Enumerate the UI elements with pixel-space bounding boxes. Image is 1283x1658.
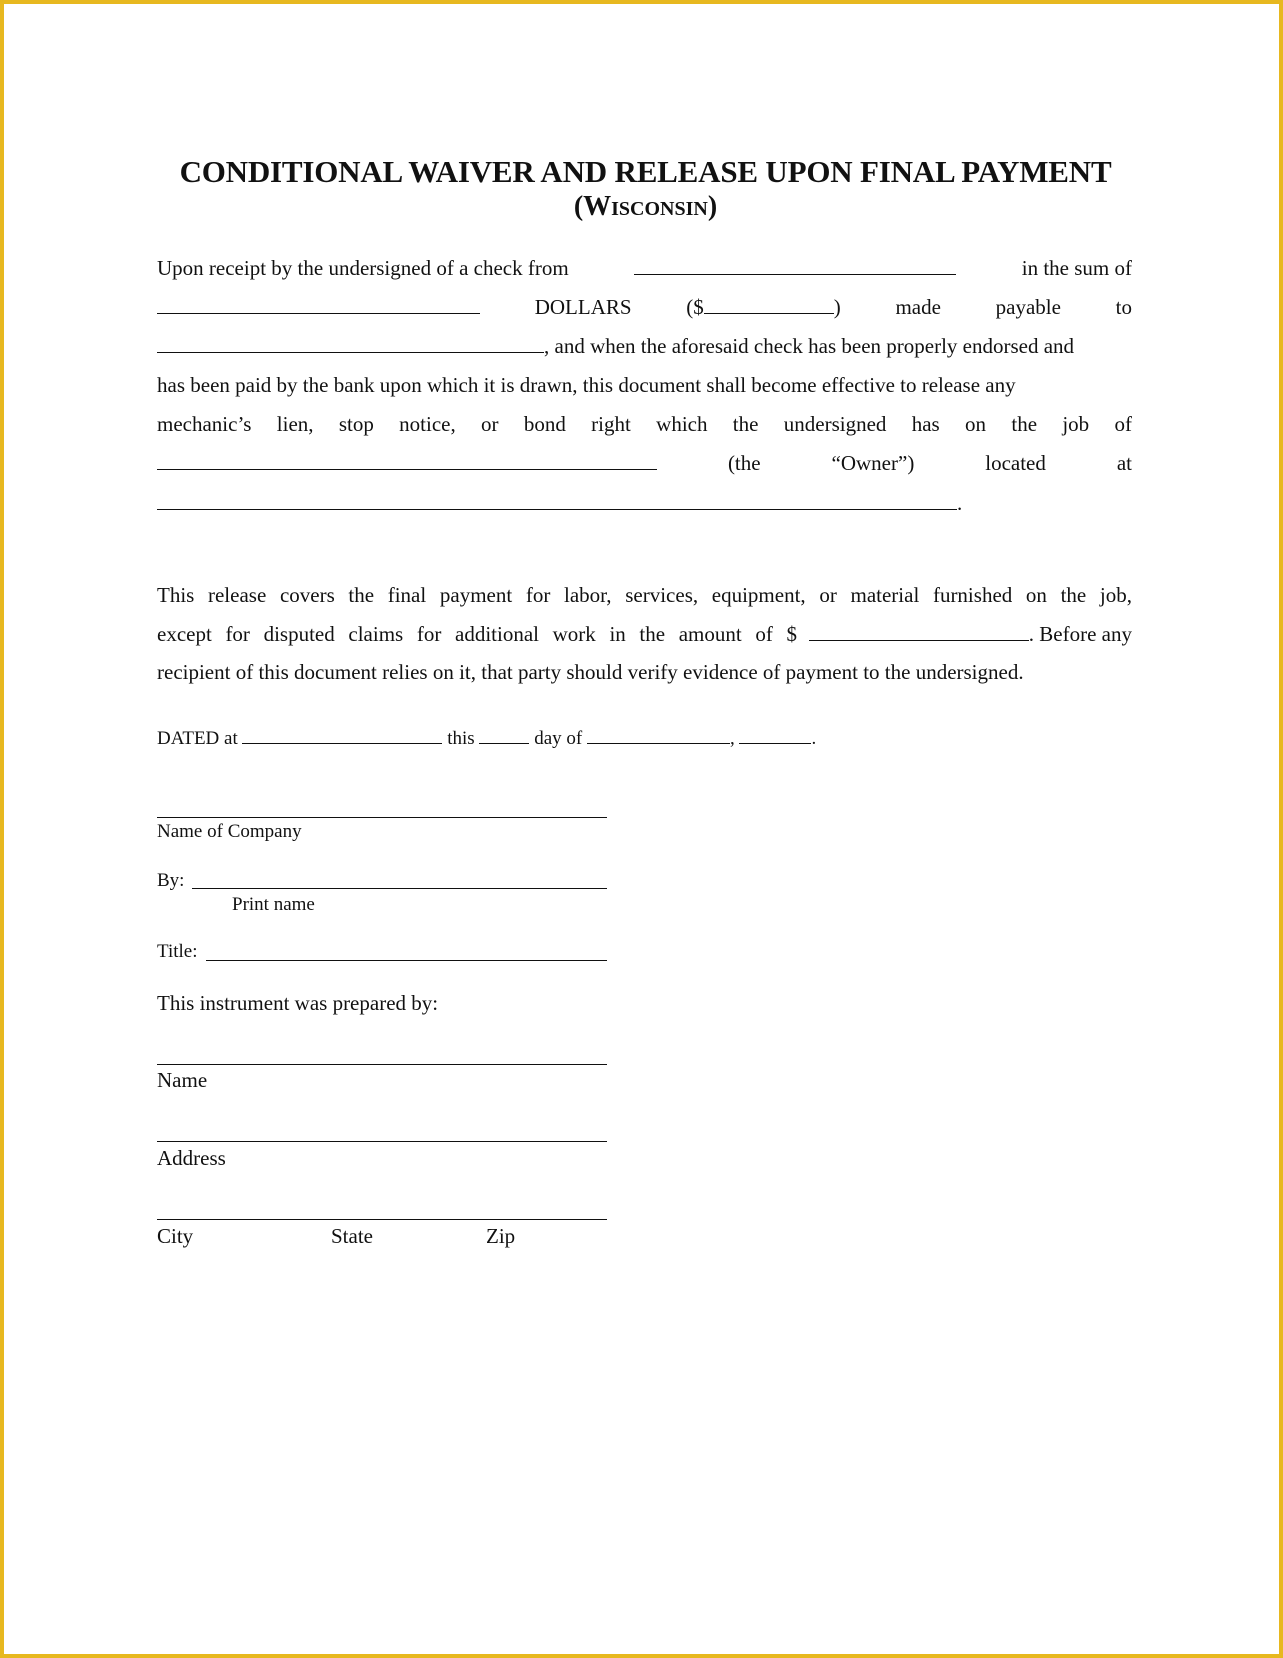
- p1-line5-word: the: [1011, 412, 1038, 436]
- p1-line5-word: undersigned: [783, 412, 887, 436]
- p2-line2-word: $: [786, 622, 797, 646]
- by-label: By:: [157, 870, 185, 891]
- p1-line1-text-a: Upon receipt by the undersigned of a check from: [157, 256, 569, 280]
- p1-line5-word: stop: [338, 412, 374, 436]
- p2-line2-word: for: [225, 622, 250, 646]
- p2-line2-word: except: [157, 622, 212, 646]
- p1-line3-text: , and when the aforesaid check has been properly endorsed and: [544, 334, 1075, 358]
- located-text: located: [985, 451, 1046, 475]
- location-blank[interactable]: [157, 491, 957, 510]
- dated-year-blank[interactable]: [739, 725, 811, 744]
- payee-blank[interactable]: [157, 334, 544, 353]
- p2-line2-word: for: [416, 622, 442, 646]
- paragraph-2-line-3: recipient of this document relies on it, that party should verify evidence of payment to the undersigned.: [157, 660, 1024, 684]
- paragraph-2-line-1: This release covers the final payment for labor, services, equipment, or material furnished on the job,: [157, 583, 1132, 607]
- disputed-amount-blank[interactable]: [809, 622, 1029, 641]
- made-text: made: [895, 295, 941, 319]
- paragraph-1-line-3: [157, 334, 1132, 358]
- check-from-blank[interactable]: [634, 256, 956, 275]
- owner-blank[interactable]: [157, 451, 657, 470]
- sum-amount-blank[interactable]: [704, 295, 834, 314]
- p1-line5-word: right: [591, 412, 631, 436]
- print-name-label: Print name: [232, 894, 315, 915]
- owner-text: “Owner”): [831, 451, 915, 475]
- dated-comma: ,: [729, 728, 735, 749]
- p1-line5-word: bond: [523, 412, 566, 436]
- paragraph-1-line-5: [157, 412, 1132, 436]
- dated-line: [157, 725, 1132, 749]
- p2-line2-word: claims: [348, 622, 404, 646]
- at-text: at: [1116, 451, 1132, 475]
- dollar-open-text: ($: [686, 295, 704, 319]
- p1-line5-word: on: [965, 412, 987, 436]
- title-label: Title:: [157, 941, 198, 962]
- p1-line5-word: has: [911, 412, 940, 436]
- p1-line5-word: lien,: [276, 412, 314, 436]
- document-subtitle: (Wisconsin): [573, 191, 718, 222]
- preparer-city-line[interactable]: [157, 1219, 607, 1220]
- dated-prefix: DATED at: [157, 728, 238, 749]
- sum-words-blank[interactable]: [157, 295, 480, 314]
- p1-line5-word: mechanic’s: [157, 412, 252, 436]
- p2-line2-word: in: [609, 622, 626, 646]
- zip-label: Zip: [486, 1224, 516, 1248]
- company-label: Name of Company: [157, 821, 302, 842]
- p2-line2-word: of: [755, 622, 773, 646]
- dated-day-blank[interactable]: [479, 725, 529, 744]
- p1-line5-word: notice,: [399, 412, 456, 436]
- prepared-by-text: This instrument was prepared by:: [157, 991, 439, 1015]
- preparer-name-line[interactable]: [157, 1064, 607, 1065]
- p2-line2-word: additional: [455, 622, 539, 646]
- document-title: CONDITIONAL WAIVER AND RELEASE UPON FINAL PAYMENT: [179, 154, 1112, 189]
- dated-place-blank[interactable]: [242, 725, 442, 744]
- city-label: City: [157, 1224, 194, 1248]
- p1-line5-word: job: [1062, 412, 1090, 436]
- dated-month-blank[interactable]: [587, 725, 730, 744]
- p1-line5-word: of: [1114, 412, 1132, 436]
- paragraph-1-line-2: [157, 295, 1132, 319]
- the-text: (the: [727, 451, 761, 475]
- p2-line2-word: disputed: [263, 622, 335, 646]
- paragraph-1-line-1: [157, 256, 1132, 280]
- to-text: to: [1115, 295, 1132, 319]
- location-period: .: [957, 491, 963, 515]
- p1-line5-word: or: [481, 412, 499, 436]
- p1-line5-word: which: [656, 412, 708, 436]
- p2-line2-word: amount: [678, 622, 742, 646]
- paragraph-1-line-7: [157, 491, 1132, 515]
- preparer-address-line[interactable]: [157, 1141, 607, 1142]
- dated-this: this: [447, 728, 475, 749]
- title-signature-line[interactable]: [206, 960, 607, 961]
- p2-line2-word: the: [639, 622, 666, 646]
- by-signature-line[interactable]: [192, 888, 607, 889]
- state-label: State: [331, 1224, 373, 1248]
- p1-line1-text-b: in the sum of: [1021, 256, 1132, 280]
- dated-day-of: day of: [534, 728, 583, 749]
- p2-line2-text-a: [157, 622, 797, 646]
- company-signature-line[interactable]: [157, 817, 607, 818]
- p1-line5-word: the: [732, 412, 759, 436]
- address-label: Address: [157, 1146, 226, 1170]
- payable-text: payable: [995, 295, 1061, 319]
- paragraph-1-line-4: has been paid by the bank upon which it is drawn, this document shall become effective to release any: [157, 373, 1016, 397]
- p2-line2-text-b: . Before any: [1028, 622, 1132, 646]
- dated-period: .: [811, 728, 817, 749]
- name-label: Name: [157, 1068, 208, 1092]
- dollar-close-text: ): [833, 295, 841, 319]
- p2-line2-word: work: [552, 622, 596, 646]
- paragraph-2-line-2: [157, 622, 1132, 646]
- dollars-text: DOLLARS: [534, 295, 632, 319]
- paragraph-1-line-6: [157, 451, 1132, 475]
